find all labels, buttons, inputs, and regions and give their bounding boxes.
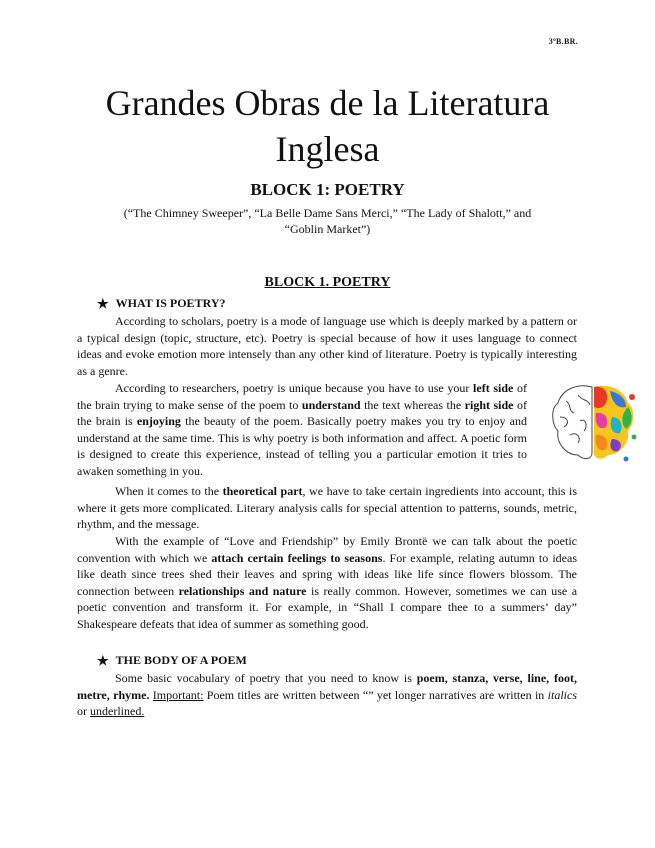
text-run: of the brain trying to make sense of the poem to	[77, 381, 528, 412]
bold-run: enjoying	[136, 414, 181, 428]
section-heading: BLOCK 1. POETRY	[264, 275, 391, 290]
text-run: Poem titles are written between “” yet longer narratives are written in	[203, 687, 548, 702]
star-bullet-icon: ★	[97, 652, 109, 668]
star-bullet-icon: ★	[97, 295, 109, 311]
underline-run: underlined.	[90, 704, 145, 718]
bold-run: theoretical part	[222, 484, 303, 498]
text-run: is really common. However, sometimes we can use a poetic convention and transform it. For example, in “Shall I compare thee to a summers’ day” Shakespeare defeats that idea of summer as something good.	[77, 583, 578, 631]
text-run: or	[77, 704, 90, 718]
paragraph-definition: According to scholars, poetry is a mode of language use which is deeply marked by a pattern or a typical design (topic, structure, etc). Poetry is special because of how it uses language to connect ideas and evoke emotion more intensely than any other kind of literature. Poetry is typically interesting as a genre.	[77, 314, 577, 378]
brain-icon	[548, 377, 638, 469]
bold-run: right side	[464, 397, 514, 412]
paragraph-vocabulary	[77, 670, 577, 720]
bold-run: understand	[301, 397, 361, 412]
heading-label: THE BODY OF A POEM	[115, 653, 247, 667]
text-run: When it comes to the	[115, 484, 223, 498]
text-run: With the example of “Love and Friendship” by Emily Brontë we can talk about the poetic convention with which we	[77, 534, 577, 565]
text-run: . For example, relating autumn to ideas like death since trees shed their leaves and spring with ideas like life since flowers blossom. The connection between	[77, 550, 577, 598]
title-line-1: Grandes Obras de la Literatura	[105, 83, 550, 123]
text-run: of the brain is	[77, 397, 527, 428]
italic-run: italics	[547, 687, 577, 702]
text-run: , we have to take certain ingredients into account, this is where it gets more complicated. Literary analysis calls for special attention to patterns, sounds, metric, rhythm, and the message.	[77, 484, 577, 531]
bold-run: attach certain feelings to seasons	[211, 550, 383, 565]
paragraph-brain	[77, 380, 527, 479]
document-title	[0, 80, 655, 172]
heading-body-of-a-poem	[97, 653, 247, 668]
text-run: the text whereas the	[360, 397, 465, 412]
text-run: the beauty of the poem. Basically poetry makes you try to enjoy and understand at the same time. This is why poetry is both information and affect. A poetic form is designed to create this experience, instead of telling you a particular emotion it tries to awaken something in you.	[77, 414, 527, 478]
header-note: 3ºB.BR.	[548, 37, 578, 46]
bold-run: left side	[473, 381, 514, 395]
paragraph-theory	[77, 483, 577, 533]
paragraph-conventions	[77, 533, 577, 632]
bold-run: relationships and nature	[178, 583, 307, 598]
heading-what-is-poetry	[97, 296, 225, 311]
bold-run: poem, stanza, verse, line, foot, metre, rhyme.	[77, 671, 577, 702]
text-run: Some basic vocabulary of poetry that you need to know is	[115, 671, 417, 685]
works-line-2: “Goblin Market”)	[284, 222, 371, 236]
works-list	[85, 205, 570, 237]
heading-label: WHAT IS POETRY?	[115, 296, 226, 310]
underline-run: Important:	[152, 687, 204, 702]
title-line-2: Inglesa	[275, 129, 380, 169]
document-subtitle: BLOCK 1: POETRY	[250, 180, 405, 199]
works-line-1: (“The Chimney Sweeper”, “La Belle Dame Sans Merci,” “The Lady of Shalott,” and	[123, 206, 532, 220]
text-run: According to researchers, poetry is unique because you have to use your	[115, 381, 474, 395]
